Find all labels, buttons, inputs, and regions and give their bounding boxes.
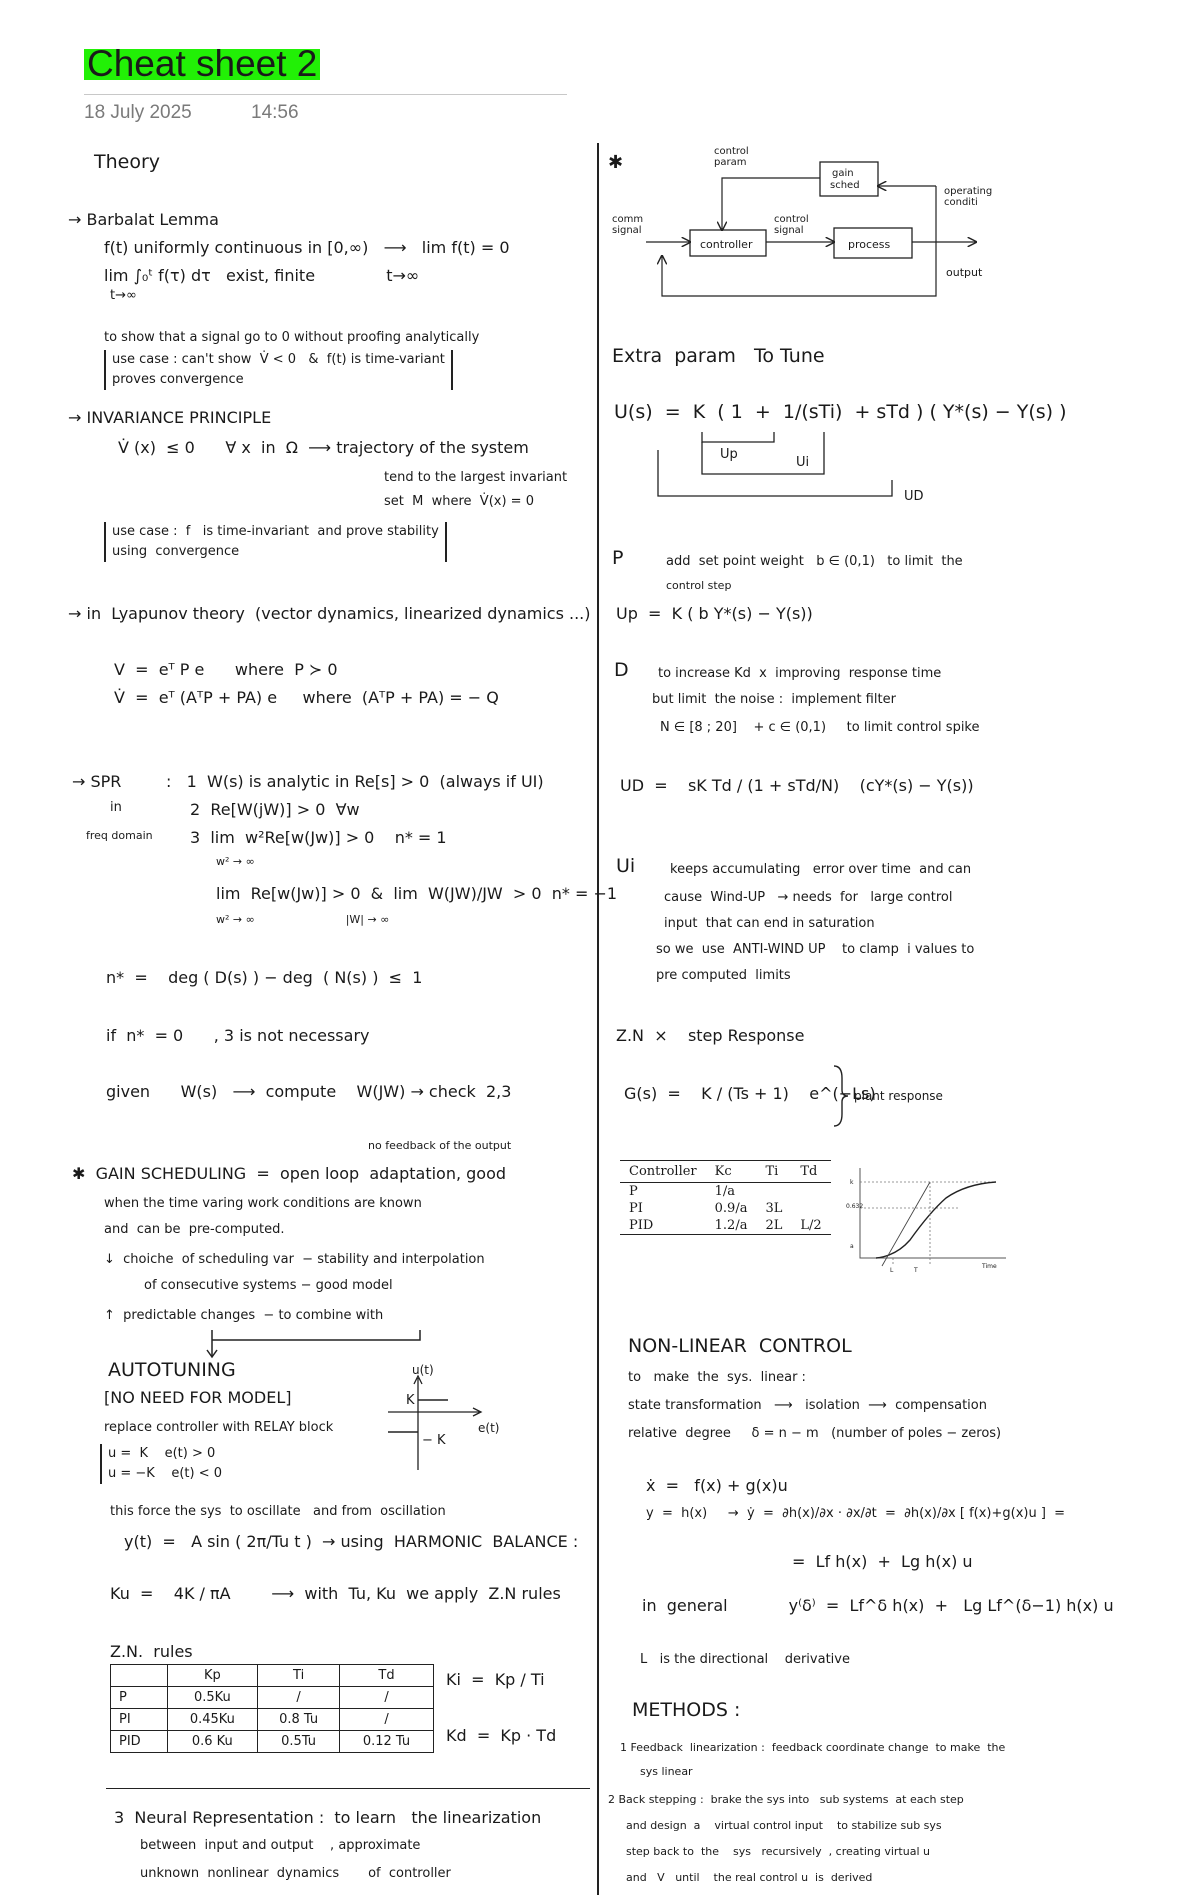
pid-formula: U(s) = K ( 1 + 1/(sTi) + sTd ) ( Y*(s) − Y(s) ) xyxy=(614,401,1067,423)
spr-label-in: in xyxy=(110,800,122,815)
table-cell: / xyxy=(340,1709,434,1731)
ud-label: UD xyxy=(904,489,924,504)
nonlinear-eq2: y = h(x) → ẏ = ∂h(x)/∂x · ∂x/∂t = ∂h(x)/∂x [ f(x)+g(x)u ] = xyxy=(646,1506,1066,1521)
spr-condition-4: lim Re[w(Jw)] > 0 & lim W(JW)/JW > 0 n* = −1 xyxy=(216,884,618,903)
barbalat-note: to show that a signal go to 0 without proofing analytically xyxy=(104,330,480,345)
ud-formula: UD = sK Td / (1 + sTd/N) (cY*(s) − Y(s)) xyxy=(620,776,974,795)
control-signal-label xyxy=(774,214,809,236)
label-line: control xyxy=(774,214,809,225)
relay-characteristic-plot xyxy=(386,1363,500,1476)
nonlinear-general: in general y⁽δ⁾ = Lf^δ h(x) + Lg Lf^(δ−1) h(x) u xyxy=(642,1596,1114,1615)
autotuning-relay: replace controller with RELAY block xyxy=(104,1420,334,1435)
step-tick-a: a xyxy=(850,1243,854,1250)
barbalat-title: → Barbalat Lemma xyxy=(68,210,219,229)
step-header-cell: Controller xyxy=(620,1161,706,1183)
neural-line2: between input and output , approximate xyxy=(140,1838,421,1853)
gain-scheduling-line1: when the time varing work conditions are known xyxy=(104,1196,422,1211)
gain-scheduling-cons2: of consecutive systems − good model xyxy=(144,1278,393,1293)
nonlinear-heading: NON-LINEAR CONTROL xyxy=(628,1335,852,1357)
table-cell: PI xyxy=(111,1709,168,1731)
controller-label: controller xyxy=(700,238,753,251)
barbalat-usecase-line2: proves convergence xyxy=(112,372,244,387)
gain-scheduling-title: ✱ GAIN SCHEDULING = open loop adaptation, good xyxy=(72,1164,507,1183)
autotuning-subtitle: [NO NEED FOR MODEL] xyxy=(104,1388,292,1407)
methods-heading: METHODS : xyxy=(632,1699,741,1721)
up-label: Up xyxy=(720,447,738,462)
harmonic-balance: y(t) = A sin ( 2π/Tu t ) → using HARMONIC BALANCE : xyxy=(124,1532,579,1551)
step-table-header xyxy=(620,1161,831,1183)
table-cell: / xyxy=(340,1687,434,1709)
d-line3: N ∈ [8 ; 20] + c ∈ (0,1) to limit control spike xyxy=(660,720,980,735)
barbalat-integral: lim ∫₀ᵗ f(τ) dτ exist, finite t→∞ xyxy=(104,266,420,285)
neural-divider xyxy=(106,1788,590,1789)
table-row xyxy=(111,1709,434,1731)
step-header-cell: Ti xyxy=(756,1161,791,1183)
relay-minus-k: − K xyxy=(422,1433,446,1448)
output-label: output xyxy=(946,266,983,279)
gain-scheduling-cons: ↓ choiche of scheduling var − stability and interpolation xyxy=(104,1252,485,1267)
spr-condition-4-limit: w² → ∞ |W| → ∞ xyxy=(216,913,390,926)
neural-line3: unknown nonlinear dynamics of controller xyxy=(140,1866,451,1881)
spr-condition-1: : 1 W(s) is analytic in Re[s] > 0 (always if UI) xyxy=(166,772,544,791)
ui-line2: cause Wind-UP → needs for large control xyxy=(664,890,953,905)
table-cell: / xyxy=(258,1687,340,1709)
note-time: 14:56 xyxy=(251,102,299,123)
zn-table-header xyxy=(111,1665,434,1687)
table-cell: 1/a xyxy=(714,1184,736,1199)
zn-header-cell: Ti xyxy=(258,1665,340,1687)
p-line1: add set point weight b ∈ (0,1) to limit the xyxy=(666,554,963,569)
nonlinear-eq1: ẋ = f(x) + g(x)u xyxy=(646,1476,788,1495)
ui-label: Ui xyxy=(796,455,810,470)
plant-brace xyxy=(832,1064,982,1128)
command-signal-label xyxy=(612,214,643,236)
plant-response-label: plant response xyxy=(854,1089,943,1103)
nonlinear-line1: to make the sys. linear : xyxy=(628,1370,806,1385)
table-row xyxy=(620,1200,831,1217)
lyapunov-title: → in Lyapunov theory (vector dynamics, linearized dynamics ...) xyxy=(68,604,591,623)
ui-line3: input that can end in saturation xyxy=(664,916,875,931)
relay-ylabel: u(t) xyxy=(412,1363,434,1377)
barbalat-usecase-line1: use case : can't show V̇ < 0 & f(t) is time-variant xyxy=(112,352,445,367)
zn-header-cell: Td xyxy=(340,1665,434,1687)
lyapunov-v: V = eᵀ P e where P ≻ 0 xyxy=(114,660,338,679)
zn-rules-title: Z.N. rules xyxy=(110,1642,193,1661)
spr-label: → SPR xyxy=(72,772,122,791)
table-cell: 3L xyxy=(765,1201,783,1216)
table-cell: 0.8 Tu xyxy=(258,1709,340,1731)
spr-condition-3-limit: w² → ∞ xyxy=(216,855,255,868)
label-line: operating xyxy=(944,186,993,197)
step-response-graph xyxy=(846,1162,1016,1272)
nonlinear-eq3: = Lf h(x) + Lg h(x) u xyxy=(792,1552,973,1571)
up-bracket xyxy=(702,432,774,442)
step-tick-t: T xyxy=(914,1267,918,1274)
method1-line1: 1 Feedback linearization : feedback coordinate change to make the xyxy=(620,1741,1006,1754)
invariance-usecase-line1: use case : f is time-invariant and prove stability xyxy=(112,524,439,539)
step-tick-k: k xyxy=(850,1179,854,1186)
autotuning-oscillation: this force the sys to oscillate and from oscillation xyxy=(110,1504,446,1519)
label-line: signal xyxy=(612,225,642,236)
method2-line3: step back to the sys recursively , creating virtual u xyxy=(626,1845,930,1858)
d-label: D xyxy=(614,659,629,681)
ud-bracket xyxy=(658,450,892,496)
diagram-star: ✱ xyxy=(608,152,624,173)
ku-formula: Ku = 4K / πA ⟶ with Tu, Ku we apply Z.N rules xyxy=(110,1584,561,1603)
table-row xyxy=(111,1687,434,1709)
gain-scheduling-line2: and can be pre-computed. xyxy=(104,1222,285,1237)
extra-params-heading: Extra param To Tune xyxy=(612,345,825,367)
pid-term-brackets xyxy=(656,430,976,506)
p-label: P xyxy=(612,547,624,569)
table-row xyxy=(111,1731,434,1753)
combine-arrow xyxy=(210,1324,430,1358)
relay-k: K xyxy=(406,1393,415,1408)
brace-shape xyxy=(834,1066,848,1126)
method1-line2: sys linear xyxy=(640,1765,693,1778)
relay-law-positive: u = K e(t) > 0 xyxy=(108,1446,216,1461)
gain-scheduling-diagram xyxy=(606,146,1026,306)
lie-derivative-note: L is the directional derivative xyxy=(640,1652,850,1667)
relay-arrowheads xyxy=(414,1376,481,1416)
relay-law-negative: u = −K e(t) < 0 xyxy=(108,1466,223,1481)
note-date: 18 July 2025 xyxy=(84,102,192,123)
spr-condition-3: 3 lim w²Re[w(Jw)] > 0 n* = 1 xyxy=(190,828,447,847)
zn-header-cell xyxy=(111,1665,168,1687)
label-line: signal xyxy=(774,225,804,236)
theory-heading: Theory xyxy=(94,151,161,173)
label-line: comm xyxy=(612,214,644,225)
nonlinear-line2: state transformation ⟶ isolation ⟶ compensation xyxy=(628,1398,987,1413)
relay-law xyxy=(100,1444,222,1484)
step-curve xyxy=(876,1182,996,1258)
gain-sched-label-line1: gain xyxy=(832,168,854,179)
step-header-cell: Td xyxy=(791,1161,830,1183)
table-cell: 0.12 Tu xyxy=(340,1731,434,1753)
method2-line1: 2 Back stepping : brake the sys into sub systems at each step xyxy=(608,1793,964,1806)
page-title: Cheat sheet 2 xyxy=(84,42,320,86)
spr-label-freq: freq domain xyxy=(86,829,153,842)
gain-scheduling-pros: ↑ predictable changes − to combine with xyxy=(104,1308,384,1323)
zn-step-heading: Z.N × step Response xyxy=(616,1026,805,1045)
invariance-title: → INVARIANCE PRINCIPLE xyxy=(68,408,272,427)
table-cell: L/2 xyxy=(800,1218,822,1233)
process-label: process xyxy=(848,238,891,251)
d-line1: to increase Kd x improving response time xyxy=(658,666,942,681)
kd-formula: Kd = Kp · Td xyxy=(446,1726,557,1745)
barbalat-condition: f(t) uniformly continuous in [0,∞) ⟶ lim f(t) = 0 xyxy=(104,238,510,257)
step-header-cell: Kc xyxy=(706,1161,757,1183)
step-tick-0632: 0.632 xyxy=(846,1203,864,1210)
control-param-label xyxy=(714,146,749,168)
spr-condition-2: 2 Re[W(jW)] > 0 ∀w xyxy=(190,800,360,819)
table-cell xyxy=(791,1200,830,1217)
ui-line1: keeps accumulating error over time and can xyxy=(670,862,972,877)
table-cell xyxy=(756,1183,791,1201)
label-line: control xyxy=(714,146,749,157)
gain-scheduling-note: no feedback of the output xyxy=(368,1139,512,1152)
gain-sched-label-line2: sched xyxy=(830,180,860,191)
step-xlabel: Time xyxy=(982,1263,997,1270)
plant-transfer-function: G(s) = K / (Ts + 1) e^(−Ls) xyxy=(624,1084,876,1103)
table-cell: 0.45Ku xyxy=(167,1709,258,1731)
method2-line4: and V until the real control u is derived xyxy=(626,1871,873,1884)
ui-line5: pre computed limits xyxy=(656,968,791,983)
invariance-line1: V̇ (x) ≤ 0 ∀ x in Ω ⟶ trajectory of the system xyxy=(118,438,529,457)
step-tick-l: L xyxy=(890,1267,894,1274)
nstar-definition: n* = deg ( D(s) ) − deg ( N(s) ) ≤ 1 xyxy=(106,968,423,987)
p-formula: Up = K ( b Y*(s) − Y(s)) xyxy=(616,604,813,623)
d-line2: but limit the noise : implement filter xyxy=(652,692,896,707)
barbalat-usecase xyxy=(104,350,453,390)
invariance-usecase-line2: using convergence xyxy=(112,544,240,559)
nstar-zero-note: if n* = 0 , 3 is not necessary xyxy=(106,1026,370,1045)
operating-conditions-label xyxy=(944,186,992,208)
invariance-line2: tend to the largest invariant xyxy=(384,470,568,485)
invariance-usecase xyxy=(104,522,447,562)
relay-xlabel: e(t) xyxy=(478,1421,500,1435)
barbalat-limit: t→∞ xyxy=(110,288,137,303)
table-cell: 0.5Ku xyxy=(167,1687,258,1709)
table-cell: PID xyxy=(111,1731,168,1753)
table-cell: PID xyxy=(629,1218,654,1233)
table-cell xyxy=(791,1183,830,1201)
relay-axes xyxy=(388,1378,481,1470)
label-line: conditi xyxy=(944,197,978,208)
label-line: param xyxy=(714,157,747,168)
p-line2: control step xyxy=(666,579,732,592)
zn-rules-table xyxy=(110,1664,434,1753)
table-row xyxy=(620,1183,831,1201)
method2-line2: and design a virtual control input to stabilize sub sys xyxy=(626,1819,942,1832)
gain-sched-label xyxy=(830,168,860,191)
ui-line4: so we use ANTI-WIND UP to clamp i values to xyxy=(656,942,975,957)
invariance-line3: set M where V̇(x) = 0 xyxy=(384,494,534,509)
table-cell: P xyxy=(111,1687,168,1709)
relative-degree: relative degree δ = n − m (number of poles − zeros) xyxy=(628,1426,1002,1441)
zn-header-cell: Kp xyxy=(167,1665,258,1687)
title-divider xyxy=(84,94,567,95)
table-row xyxy=(620,1217,831,1235)
table-cell: 2L xyxy=(765,1218,783,1233)
spr-procedure: given W(s) ⟶ compute W(JW) → check 2,3 xyxy=(106,1082,512,1101)
table-cell: 0.6 Ku xyxy=(167,1731,258,1753)
neural-line1: 3 Neural Representation : to learn the linearization xyxy=(114,1808,542,1827)
lyapunov-vdot: V̇ = eᵀ (AᵀP + PA) e where (AᵀP + PA) = − Q xyxy=(114,688,499,707)
step-time-guides xyxy=(893,1182,930,1266)
table-cell: 1.2/a xyxy=(714,1218,748,1233)
ki-formula: Ki = Kp / Ti xyxy=(446,1670,545,1689)
column-divider xyxy=(597,143,599,1895)
table-cell: PI xyxy=(629,1201,643,1216)
zn-step-table xyxy=(620,1160,831,1235)
step-axes xyxy=(860,1168,1006,1258)
table-cell: 0.5Tu xyxy=(258,1731,340,1753)
table-cell: 0.9/a xyxy=(714,1201,748,1216)
table-cell: P xyxy=(629,1184,638,1199)
autotuning-title: AUTOTUNING xyxy=(108,1359,236,1381)
ui-heading: Ui xyxy=(616,855,636,877)
